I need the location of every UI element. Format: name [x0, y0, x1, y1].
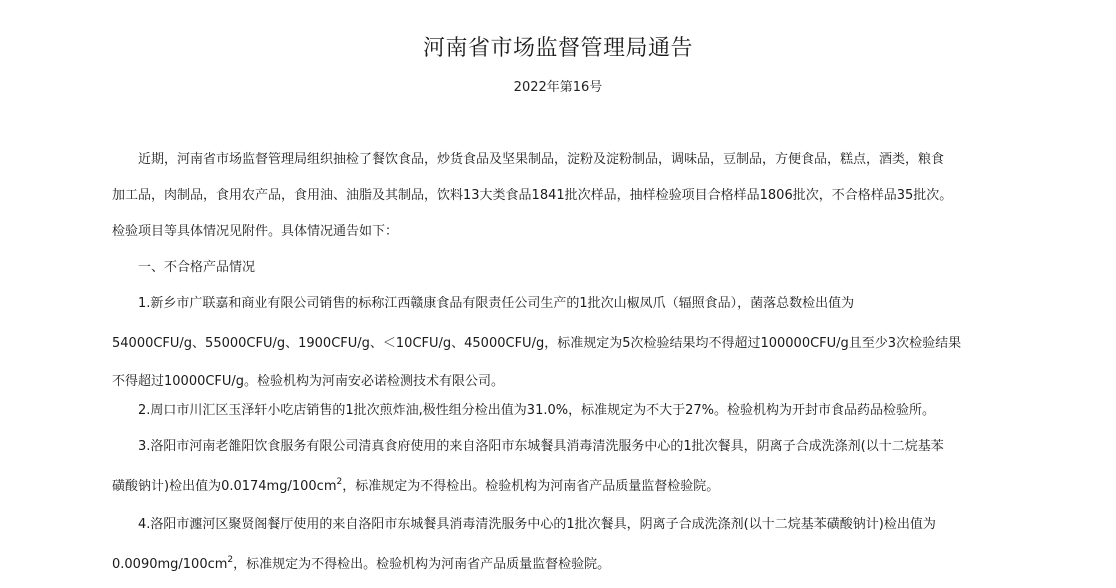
text-line: 检验项目等具体情况见附件。具体情况通告如下： [112, 224, 399, 239]
superscript: 2 [336, 477, 343, 487]
item-paragraph-4 [112, 515, 1012, 575]
superscript: 2 [227, 555, 234, 565]
text-line: 近期，河南省市场监督管理局组织抽检了餐饮食品，炒货食品及坚果制品，淀粉及淀粉制品，调味品，豆制品，方便食品，糕点，酒类，粮食 [138, 152, 945, 167]
text-line [112, 477, 1012, 497]
text-segment: 磺酸钠计)检出值为0.0174mg/100cm [112, 479, 337, 494]
section-heading [112, 258, 1012, 278]
intro-paragraph [112, 150, 1012, 242]
document-number: 2022年第16号 [513, 80, 603, 95]
section-heading-text: 一、不合格产品情况 [138, 260, 256, 275]
text-segment: ，标准规定为不得检出。检验机构为河南省产品质量监督检验院。 [233, 557, 611, 572]
text-line [112, 555, 1012, 575]
text-line: 不得超过10000CFU/g。检验机构为河南安必诺检测技术有限公司。 [112, 374, 505, 389]
text-line: 加工品，肉制品，食用农产品，食用油、油脂及其制品，饮料13大类食品1841批次样品，抽样检验项目合格样品1806批次，不合格样品35批次。 [112, 188, 953, 203]
text-line: 2.周口市川汇区玉泽轩小吃店销售的1批次煎炸油,极性组分检出值为31.0%，标准规定为不大于27%。检验机构为开封市食品药品检验所。 [138, 403, 935, 418]
item-paragraph-1 [112, 294, 1012, 392]
text-line: 3.洛阳市河南老雒阳饮食服务有限公司清真食府使用的来自洛阳市东城餐具消毒清洗服务中心的1批次餐具，阴离子合成洗涤剂(以十二烷基苯 [138, 439, 944, 454]
item-paragraph-3 [112, 437, 1012, 497]
text-line: 54000CFU/g、55000CFU/g、1900CFU/g、＜10CFU/g、45000CFU/g，标准规定为5次检验结果均不得超过100000CFU/g且至少3次检验结果 [112, 336, 962, 351]
text-line: 1.新乡市广联嘉和商业有限公司销售的标称江西赣康食品有限责任公司生产的1批次山椒凤爪（辐照食品），菌落总数检出值为 [138, 296, 855, 311]
item-paragraph-2 [112, 401, 1012, 421]
text-segment: 0.0090mg/100cm [112, 557, 228, 572]
page-title: 河南省市场监督管理局通告 [422, 36, 693, 61]
text-line: 4.洛阳市瀍河区聚贤阁餐厅使用的来自洛阳市东城餐具消毒清洗服务中心的1批次餐具，阴离子合成洗涤剂(以十二烷基苯磺酸钠计)检出值为 [138, 517, 936, 532]
text-segment: ，标准规定为不得检出。检验机构为河南省产品质量监督检验院。 [342, 479, 720, 494]
